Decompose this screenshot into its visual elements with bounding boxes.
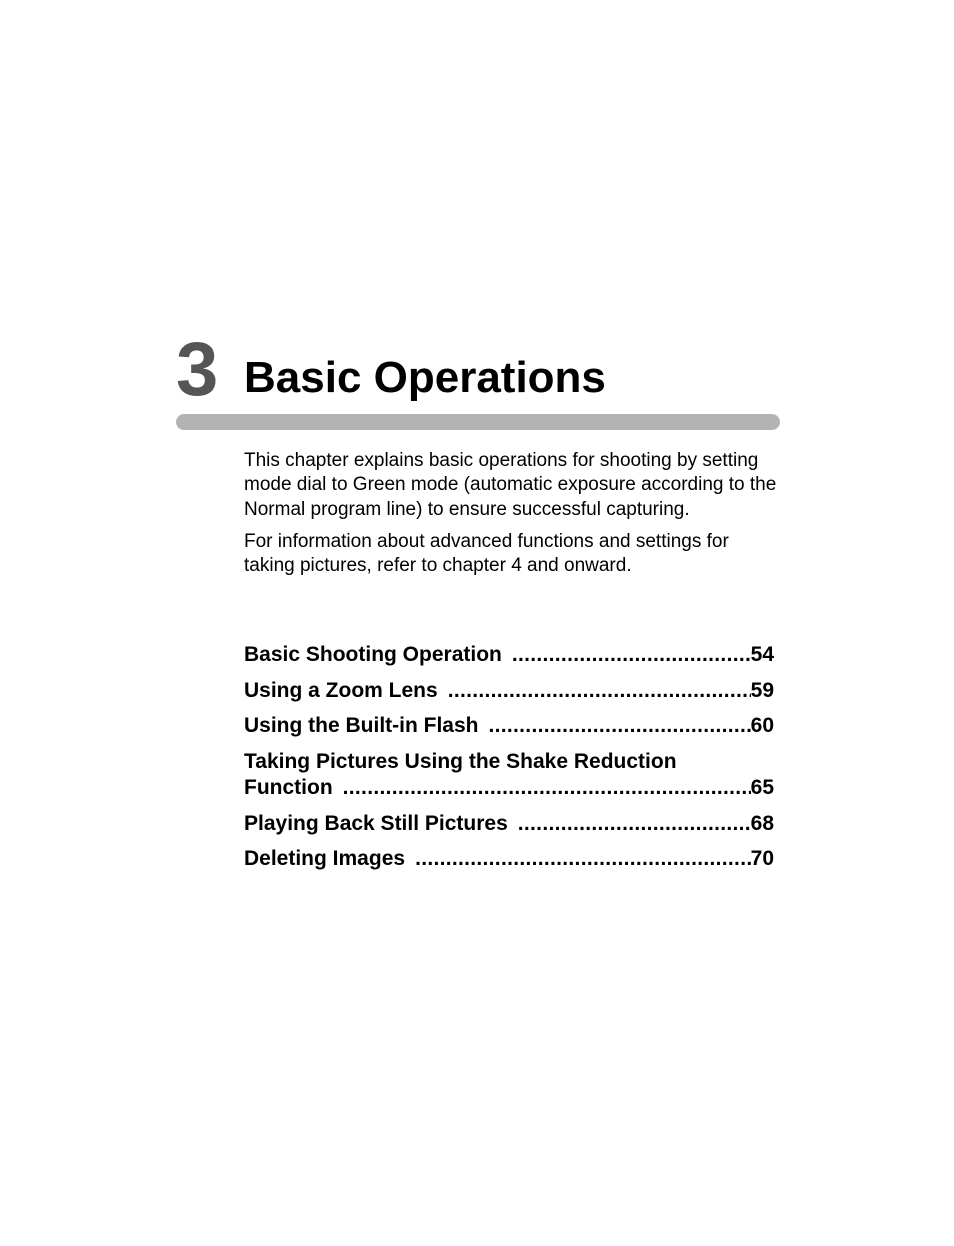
toc-entry-deleting-images[interactable] bbox=[244, 846, 774, 872]
intro-paragraph: For information about advanced functions and settings for taking pictures, refer to chapter 4 and onward. bbox=[244, 530, 729, 577]
toc-page-number: 70 bbox=[750, 847, 774, 871]
toc-entry-playing-back-still-pictures[interactable] bbox=[244, 811, 774, 837]
toc-page-number: 65 bbox=[750, 776, 774, 800]
toc-page-number: 68 bbox=[750, 811, 774, 835]
toc-dot-leader bbox=[448, 678, 751, 704]
toc-entry-label: Playing Back Still Pictures bbox=[244, 811, 508, 835]
title-divider bbox=[176, 414, 780, 430]
toc-entry-using-the-built-in-flash[interactable] bbox=[244, 713, 774, 739]
toc-entry-shake-reduction[interactable] bbox=[244, 749, 774, 801]
toc-entry-using-a-zoom-lens[interactable] bbox=[244, 678, 774, 704]
toc-entry-label: Deleting Images bbox=[244, 847, 406, 871]
intro-paragraph: This chapter explains basic operations for shooting by setting mode dial to Green mode (automatic exposure according to the Normal program line) to ensure successful capturing. bbox=[244, 450, 777, 520]
toc-entry-label: Basic Shooting Operation bbox=[244, 643, 502, 666]
toc-entry-label-line1: Taking Pictures Using the Shake Reduction bbox=[244, 750, 677, 774]
toc-entry-line2 bbox=[244, 775, 774, 801]
toc-entry-basic-shooting-operation[interactable] bbox=[244, 642, 774, 668]
toc-dot-leader bbox=[415, 846, 751, 872]
chapter-header bbox=[176, 327, 780, 412]
table-of-contents bbox=[244, 642, 774, 882]
toc-page-number: 59 bbox=[750, 678, 774, 702]
toc-dot-leader bbox=[343, 775, 751, 801]
chapter-number: 3 bbox=[176, 327, 219, 412]
toc-dot-leader bbox=[512, 642, 751, 668]
toc-entry-label-line2: Function bbox=[244, 776, 333, 800]
toc-dot-leader bbox=[518, 811, 751, 837]
toc-entry-label: Using the Built-in Flash bbox=[244, 714, 479, 738]
chapter-title: Basic Operations bbox=[244, 353, 606, 402]
chapter-intro bbox=[244, 449, 784, 586]
toc-dot-leader bbox=[489, 713, 751, 739]
toc-page-number: 54 bbox=[750, 643, 774, 666]
toc-entry-label: Using a Zoom Lens bbox=[244, 678, 438, 702]
toc-page-number: 60 bbox=[750, 714, 774, 738]
